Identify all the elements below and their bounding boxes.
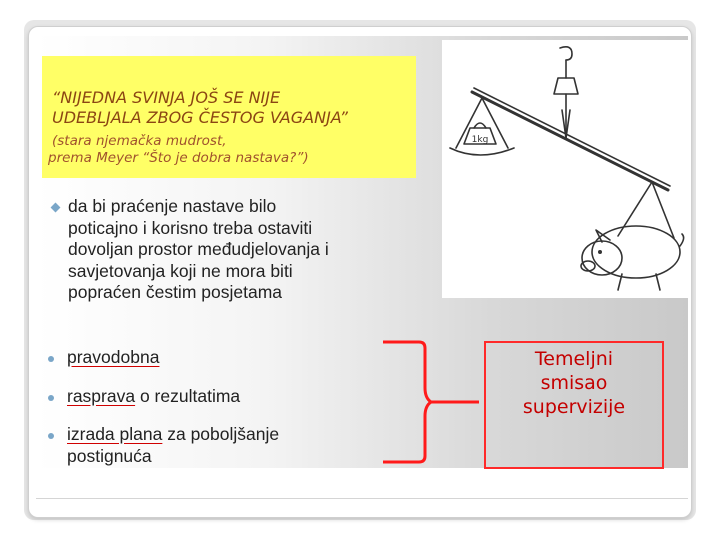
- result-line-1: Temeljni: [534, 348, 614, 370]
- bottom-divider: [36, 498, 688, 499]
- bracket-arrow-icon: [375, 336, 485, 468]
- quote-box: [42, 56, 416, 178]
- result-text: [486, 347, 662, 419]
- list-item-2-rest: o rezultatima: [135, 386, 241, 406]
- list-item-2: [67, 385, 397, 407]
- main-paragraph: [68, 196, 428, 304]
- quote-source: [48, 133, 412, 167]
- paragraph-line-4: savjetovanja koji ne mora biti: [68, 260, 293, 281]
- list-item-1: [67, 346, 397, 368]
- weight-label: 1kg: [471, 135, 489, 145]
- bullet-dot-icon: [48, 433, 54, 439]
- pig-eye: [598, 250, 602, 254]
- scale-pig-illustration: [442, 40, 688, 298]
- bullet-dot-icon: [48, 395, 54, 401]
- list-item-3-rest: za poboljšanje: [162, 424, 280, 444]
- result-line-3: supervizije: [522, 396, 626, 418]
- bracket-path: [383, 342, 431, 462]
- list-item-3-rest-2: postignuća: [67, 446, 152, 466]
- quote-source-line-1: (stara njemačka mudrost,: [52, 133, 227, 149]
- list-item-1-term: pravodobna: [67, 347, 160, 367]
- paragraph-line-3: dovoljan prostor međudjelovanja i: [68, 239, 329, 259]
- quote-source-line-2: prema Meyer “Što je dobra nastava?”): [48, 150, 309, 166]
- quote-text: [52, 88, 412, 128]
- paragraph-line-2: poticajno i korisno treba ostaviti: [68, 217, 313, 238]
- list-item-3: [67, 423, 397, 467]
- bullet-dot-icon: [48, 356, 54, 362]
- quote-line-2: UDEBLJALA ZBOG ČESTOG VAGANJA”: [52, 108, 348, 127]
- paragraph-line-5: popraćen čestim posjetama: [68, 282, 282, 302]
- result-line-2: smisao: [540, 372, 608, 394]
- quote-line-1: “NIJEDNA SVINJA JOŠ SE NIJE: [52, 88, 281, 107]
- list-item-3-term: izrada plana: [67, 424, 163, 444]
- list-item-2-term: rasprava: [67, 386, 136, 406]
- result-box: [484, 341, 664, 469]
- paragraph-line-1: da bi praćenje nastave bilo: [68, 196, 277, 216]
